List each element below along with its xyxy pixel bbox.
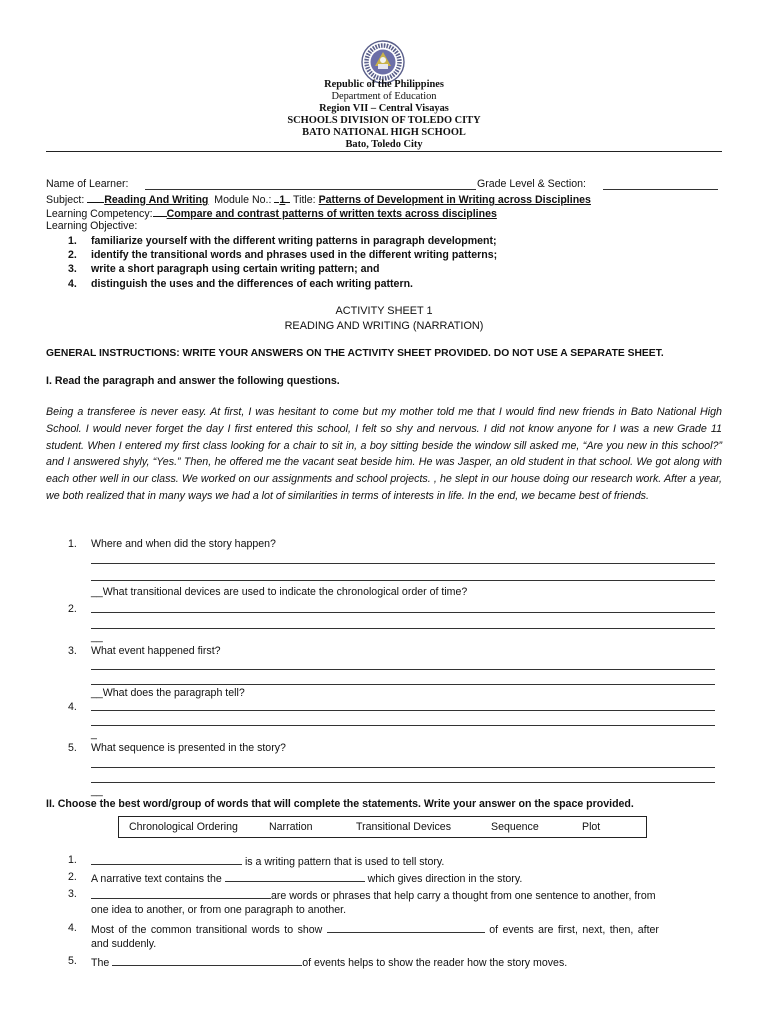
competency-row — [46, 206, 497, 221]
word-bank-item: Sequence — [491, 821, 539, 833]
question-number: 5. — [68, 742, 77, 754]
fill-item-continued: and suddenly. — [91, 938, 157, 950]
fill-blank[interactable] — [91, 888, 271, 899]
answer-line-tail: __ — [91, 631, 103, 643]
fill-item: Most of the common transitional words to show of events are first, next, then, after — [91, 924, 659, 936]
answer-line[interactable] — [91, 669, 715, 670]
word-bank-box — [118, 816, 647, 838]
item-number: 1. — [68, 854, 77, 866]
fill-item: are words or phrases that help carry a thought from one sentence to another, from — [91, 888, 721, 903]
grade-label: Grade Level & Section: — [477, 178, 586, 190]
header-divider — [46, 151, 722, 152]
module-label: Module No.: — [214, 194, 272, 206]
fill-item: The of events helps to show the reader how the story moves. — [91, 957, 568, 969]
header-address: Bato, Toledo City — [345, 139, 423, 150]
answer-line[interactable] — [91, 767, 715, 768]
answer-line-tail: _ — [91, 728, 97, 740]
answer-line[interactable] — [91, 563, 715, 564]
header-division: SCHOOLS DIVISION OF TOLEDO CITY — [287, 115, 481, 126]
question-number: 1. — [68, 538, 77, 550]
word-bank-item: Chronological Ordering — [129, 821, 238, 833]
objective-label: Learning Objective: — [46, 220, 138, 232]
answer-line[interactable] — [91, 782, 715, 783]
title-label: Title: — [293, 194, 316, 206]
question-text: __What transitional devices are used to indicate the chronological order of time? — [91, 586, 468, 598]
objective-item: 2. identify the transitional words and phrases used in the different writing patterns; — [68, 249, 498, 262]
question-text: What event happened first? — [91, 645, 221, 657]
fill-blank[interactable] — [91, 854, 242, 865]
fill-blank[interactable] — [327, 922, 485, 933]
module-value: 1 — [279, 194, 286, 206]
word-bank-item: Plot — [582, 821, 601, 833]
item-number: 2. — [68, 871, 77, 883]
header-department: Department of Education — [331, 91, 437, 102]
fill-item: A narrative text contains the which gives direction in the story. — [91, 873, 523, 885]
name-field[interactable] — [145, 189, 476, 190]
answer-line[interactable] — [91, 684, 715, 685]
answer-line[interactable] — [91, 612, 715, 613]
question-text: Where and when did the story happen? — [91, 538, 276, 550]
question-text: What sequence is presented in the story? — [91, 742, 286, 754]
objective-item: 4. distinguish the uses and the differences of each writing pattern. — [68, 277, 413, 290]
competency-value: Compare and contrast patterns of written texts across disciplines — [166, 208, 497, 220]
competency-label: Learning Competency: — [46, 208, 153, 220]
fill-blank[interactable] — [112, 955, 302, 966]
item-number: 4. — [68, 922, 77, 934]
objective-list — [68, 234, 497, 291]
objective-item: 3. write a short paragraph using certain writing pattern; and — [68, 263, 380, 276]
subject-label: Subject: — [46, 194, 85, 206]
activity-title: ACTIVITY SHEET 1 — [335, 305, 433, 317]
general-instructions: GENERAL INSTRUCTIONS: WRITE YOUR ANSWERS ON THE ACTIVITY SHEET PROVIDED. DO NOT USE A SEPARATE SHEET. — [46, 348, 664, 359]
question-number: 4. — [68, 701, 77, 713]
header-region: Region VII – Central Visayas — [319, 103, 449, 114]
objective-item: 1. familiarize yourself with the different writing patterns in paragraph development; — [68, 235, 497, 247]
grade-field[interactable] — [603, 189, 718, 190]
item-number: 5. — [68, 955, 77, 967]
subject-row — [46, 192, 591, 207]
part2-heading: II. Choose the best word/group of words that will complete the statements. Write your answer on the space provided. — [46, 798, 634, 810]
word-bank-item: Narration — [269, 821, 313, 833]
answer-line[interactable] — [91, 580, 715, 581]
answer-line[interactable] — [91, 628, 715, 629]
subject-value: Reading And Writing — [104, 194, 209, 206]
part1-heading: I. Read the paragraph and answer the following questions. — [46, 375, 340, 387]
word-bank-item: Transitional Devices — [356, 821, 451, 833]
fill-item-continued: one idea to another, or from one paragraph to another. — [91, 904, 347, 916]
activity-subtitle: READING AND WRITING (NARRATION) — [284, 320, 484, 332]
title-value: Patterns of Development in Writing across Disciplines — [318, 194, 591, 206]
header-republic: Republic of the Philippines — [324, 79, 444, 90]
answer-line-tail: __ — [91, 785, 103, 797]
fill-item: is a writing pattern that is used to tell story. — [91, 854, 444, 869]
deped-seal-icon — [361, 40, 405, 84]
header-school: BATO NATIONAL HIGH SCHOOL — [302, 127, 466, 138]
name-label: Name of Learner: — [46, 178, 129, 190]
question-number: 2. — [68, 603, 77, 615]
item-number: 3. — [68, 888, 77, 900]
question-number: 3. — [68, 645, 77, 657]
answer-line[interactable] — [91, 710, 715, 711]
fill-blank[interactable] — [225, 871, 365, 882]
narrative-paragraph: Being a transferee is never easy. At first, I was hesitant to come but my mother told me that I would find new friends in Bato National High School. I would never forget the day I first entered this school, I felt so shy and nervous. I did not know anyone for I was a new Grade 11 student. When I entered my first class looking for a chair to sit in, a boy sitting beside the window sill asked me, “Are you new in this school?” and I answered shyly, “Yes.” Then, he offered me the vacant seat beside him. He was Jasper, an old student in that school. We got along with each other well in our class. We worked on our assignments and school projects. , he slept in our house doing our research work. After a year, we both realized that in many ways we had a lot of similarities in terms of interests in life. In the end, we became best of friends. — [46, 406, 722, 502]
answer-line[interactable] — [91, 725, 715, 726]
question-text: __What does the paragraph tell? — [91, 687, 245, 699]
